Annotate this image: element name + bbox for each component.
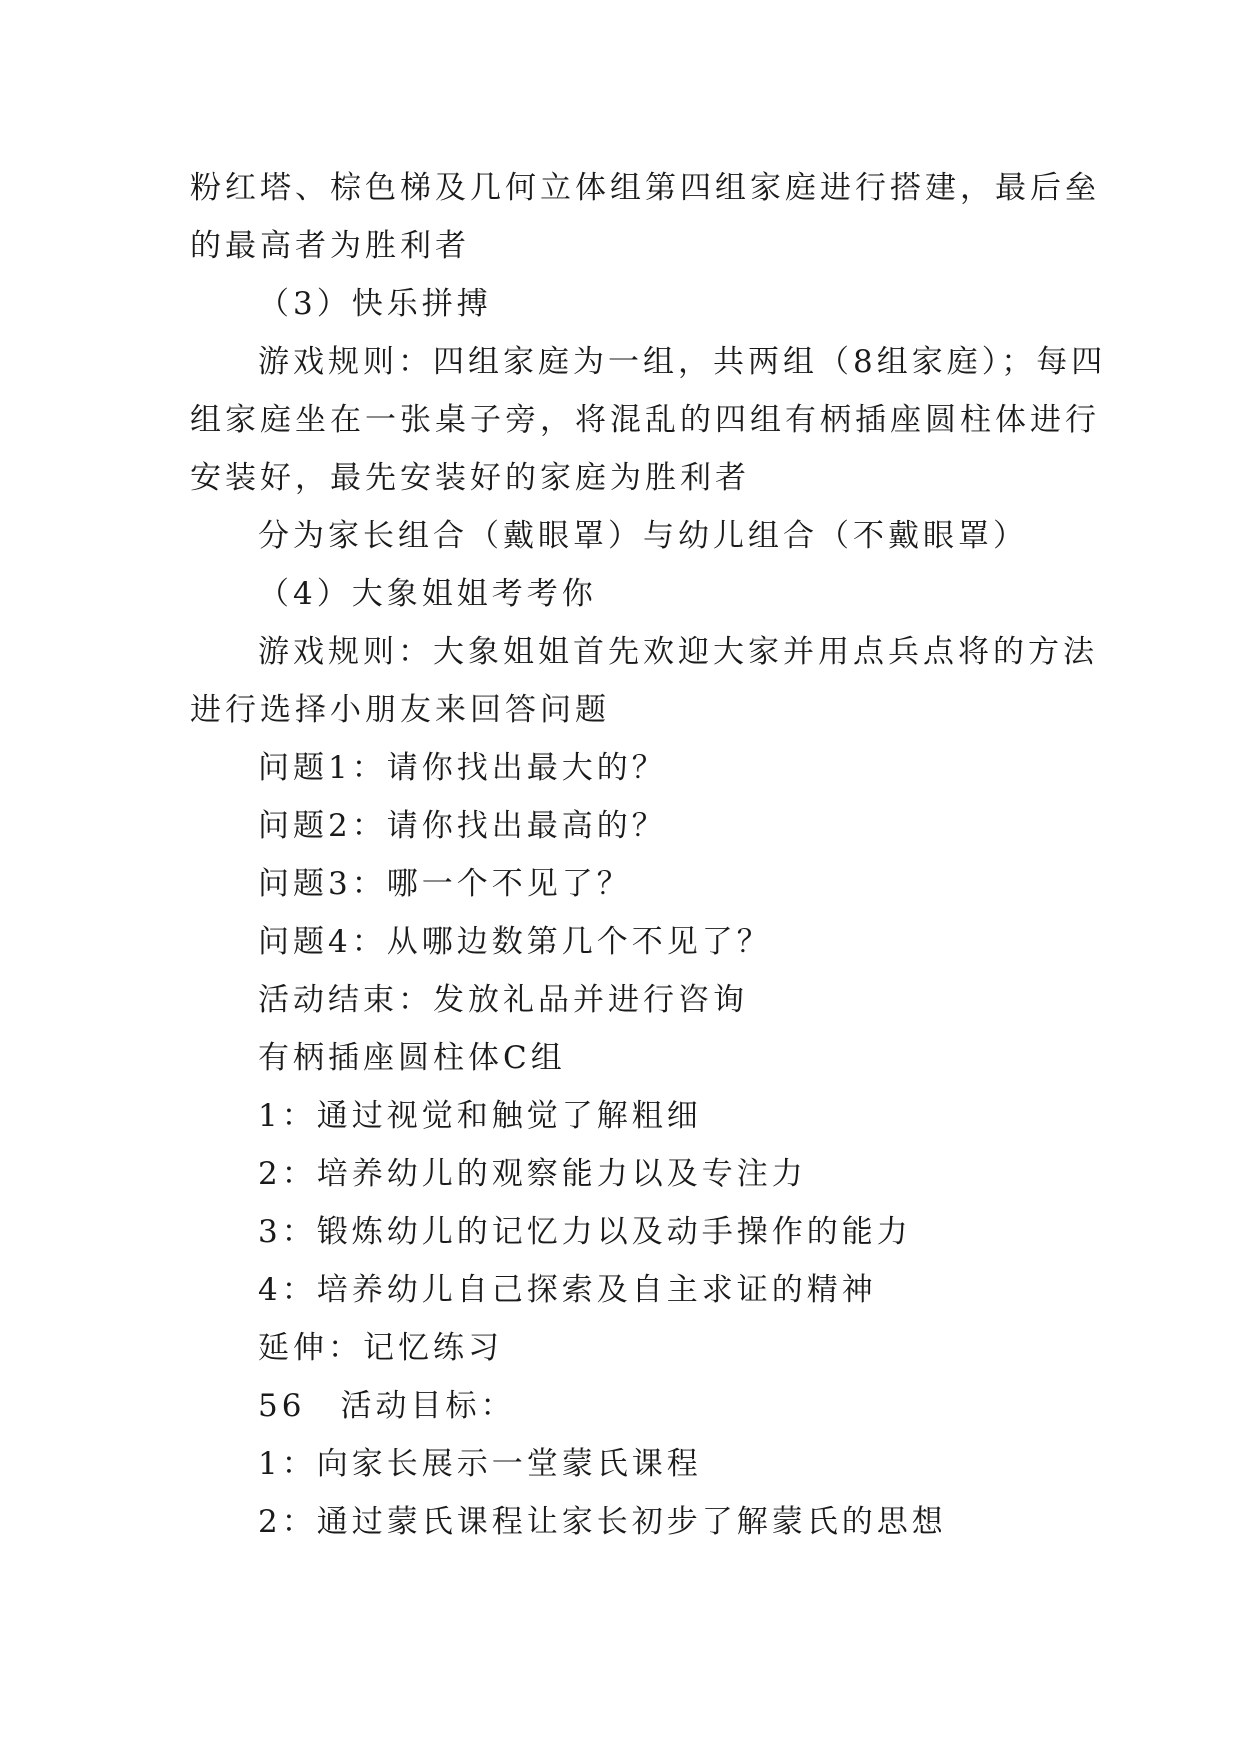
question-line: 问题3：哪一个不见了？ — [258, 866, 632, 902]
list-item: 4：培养幼儿自己探索及自主求证的精神 — [258, 1272, 877, 1308]
section-heading: 56 活动目标： — [258, 1388, 516, 1424]
paragraph-line: 的最高者为胜利者 — [190, 228, 470, 264]
paragraph-line: 组家庭坐在一张桌子旁，将混乱的四组有柄插座圆柱体进行 — [190, 402, 1100, 438]
list-item: 3：锻炼幼儿的记忆力以及动手操作的能力 — [258, 1214, 912, 1250]
list-item: 2：通过蒙氏课程让家长初步了解蒙氏的思想 — [258, 1504, 947, 1540]
question-line: 问题1：请你找出最大的？ — [258, 750, 667, 786]
question-line: 问题4：从哪边数第几个不见了？ — [258, 924, 772, 960]
paragraph-line: 分为家长组合（戴眼罩）与幼儿组合（不戴眼罩） — [258, 518, 1028, 554]
paragraph-line: 粉红塔、棕色梯及几何立体组第四组家庭进行搭建，最后垒 — [190, 170, 1100, 206]
section-heading: （4）大象姐姐考考你 — [258, 576, 597, 612]
question-line: 问题2：请你找出最高的？ — [258, 808, 667, 844]
list-item: 1：向家长展示一堂蒙氏课程 — [258, 1446, 702, 1482]
section-heading: 有柄插座圆柱体C组 — [258, 1040, 566, 1076]
list-item: 2：培养幼儿的观察能力以及专注力 — [258, 1156, 807, 1192]
paragraph-line: 安装好，最先安装好的家庭为胜利者 — [190, 460, 750, 496]
paragraph-line: 游戏规则：大象姐姐首先欢迎大家并用点兵点将的方法 — [258, 634, 1098, 670]
paragraph-line: 游戏规则：四组家庭为一组，共两组（8组家庭）；每四 — [258, 344, 1107, 380]
paragraph-line: 进行选择小朋友来回答问题 — [190, 692, 610, 728]
paragraph-line: 延伸：记忆练习 — [258, 1330, 503, 1366]
section-heading: （3）快乐拼搏 — [258, 286, 492, 322]
paragraph-line: 活动结束：发放礼品并进行咨询 — [258, 982, 748, 1018]
list-item: 1：通过视觉和触觉了解粗细 — [258, 1098, 702, 1134]
